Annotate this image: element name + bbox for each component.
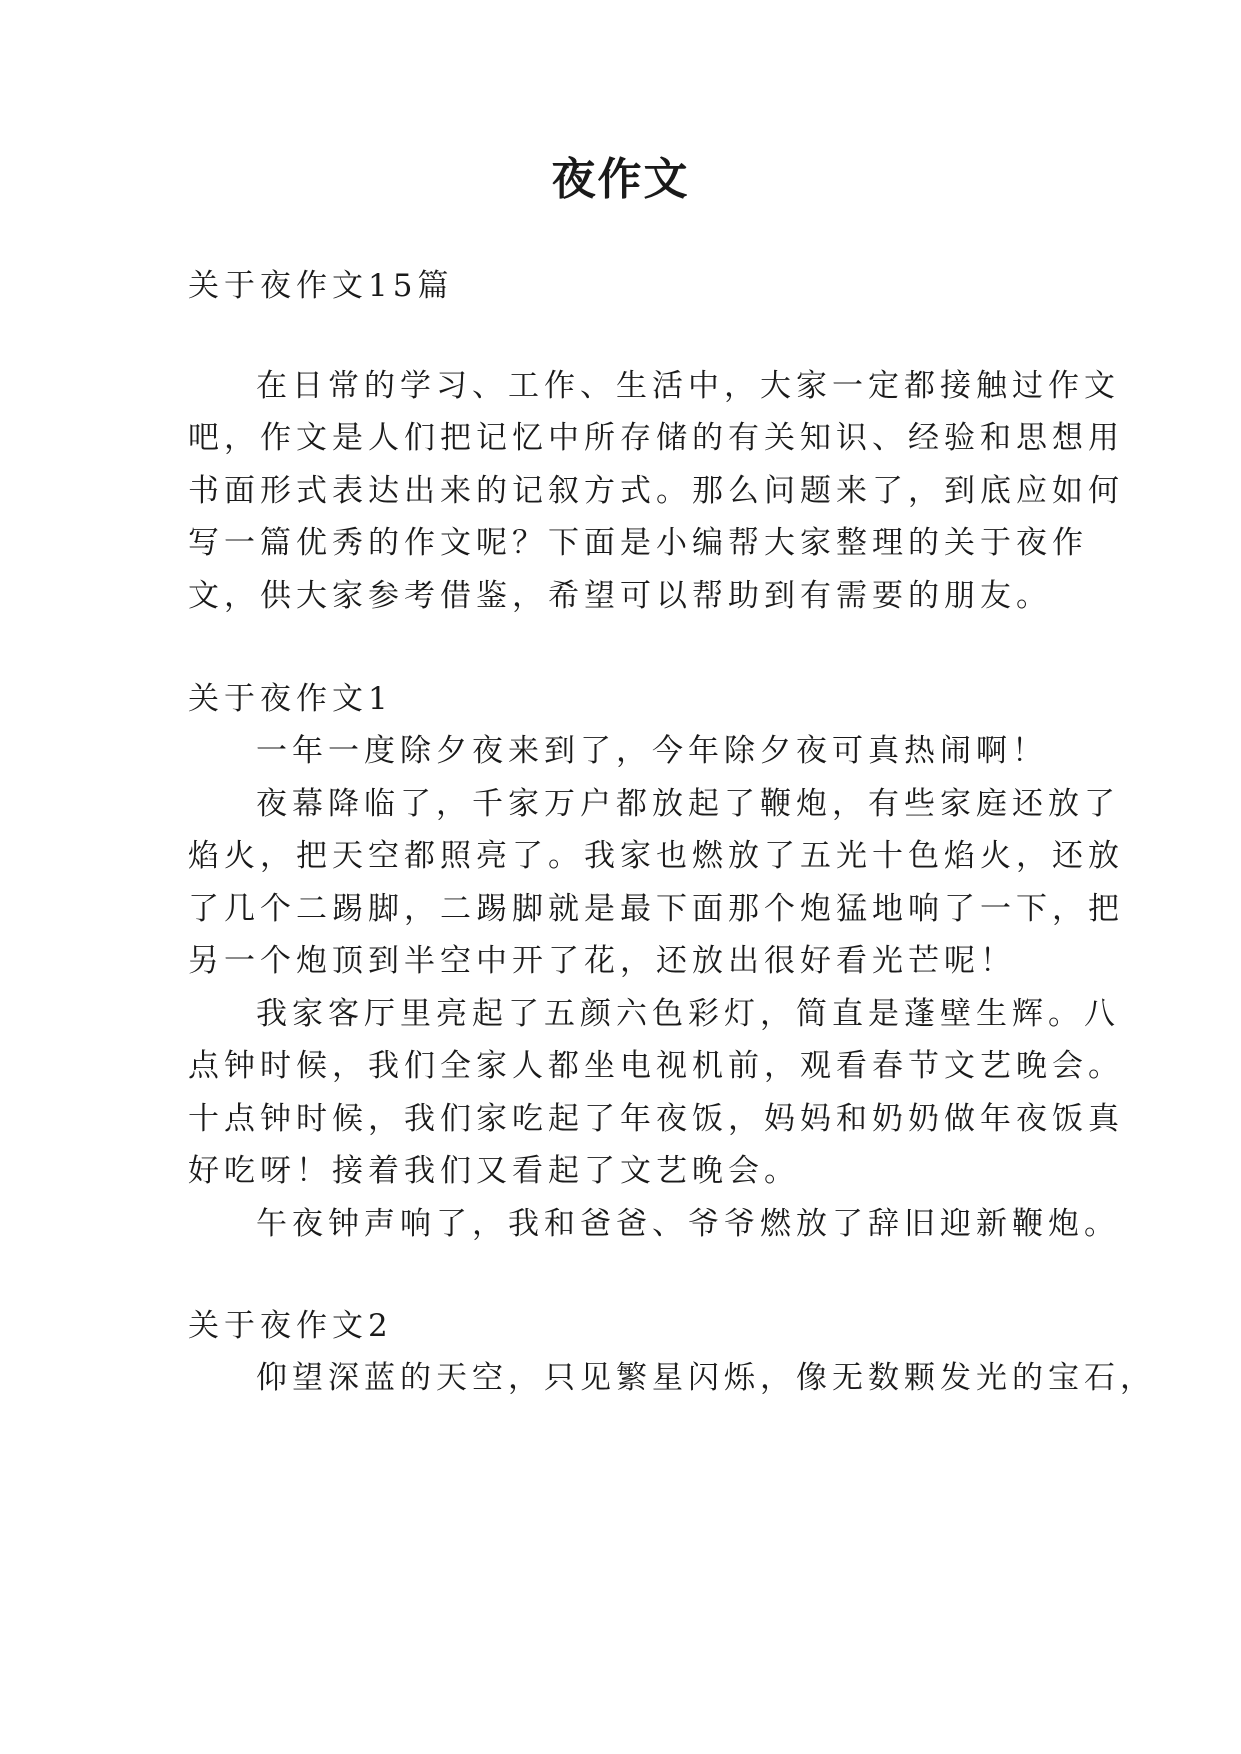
intro-line: 吧，作文是人们把记忆中所存储的有关知识、经验和思想用 bbox=[188, 420, 1124, 456]
section-line: 一年一度除夕夜来到了，今年除夕夜可真热闹啊！ bbox=[256, 733, 1048, 769]
section-line: 午夜钟声响了，我和爸爸、爷爷燃放了辞旧迎新鞭炮。 bbox=[256, 1206, 1120, 1242]
intro-line: 写一篇优秀的作文呢？下面是小编帮大家整理的关于夜作 bbox=[188, 525, 1088, 561]
section-line: 仰望深蓝的天空，只见繁星闪烁，像无数颗发光的宝石， bbox=[256, 1360, 1156, 1396]
intro-line: 文，供大家参考借鉴，希望可以帮助到有需要的朋友。 bbox=[188, 578, 1052, 614]
section-line: 焰火，把天空都照亮了。我家也燃放了五光十色焰火，还放 bbox=[188, 838, 1124, 874]
section-line: 夜幕降临了，千家万户都放起了鞭炮，有些家庭还放了 bbox=[256, 786, 1120, 822]
intro-line: 书面形式表达出来的记叙方式。那么问题来了，到底应如何 bbox=[188, 473, 1124, 509]
section-line: 十点钟时候，我们家吃起了年夜饭，妈妈和奶奶做年夜饭真 bbox=[188, 1101, 1124, 1137]
intro-line: 在日常的学习、工作、生活中，大家一定都接触过作文 bbox=[256, 368, 1120, 404]
section-heading: 关于夜作文1 bbox=[188, 681, 393, 717]
section-line: 点钟时候，我们全家人都坐电视机前，观看春节文艺晚会。 bbox=[188, 1048, 1124, 1084]
section-line: 了几个二踢脚，二踢脚就是最下面那个炮猛地响了一下，把 bbox=[188, 891, 1124, 927]
document-title: 夜作文 bbox=[551, 154, 690, 205]
section-line: 我家客厅里亮起了五颜六色彩灯，简直是蓬壁生辉。八 bbox=[256, 996, 1120, 1032]
section-line: 好吃呀！接着我们又看起了文艺晚会。 bbox=[188, 1153, 800, 1189]
section-heading: 关于夜作文2 bbox=[188, 1308, 393, 1344]
section-line: 另一个炮顶到半空中开了花，还放出很好看光芒呢！ bbox=[188, 943, 1016, 979]
document-subtitle: 关于夜作文15篇 bbox=[188, 268, 454, 304]
